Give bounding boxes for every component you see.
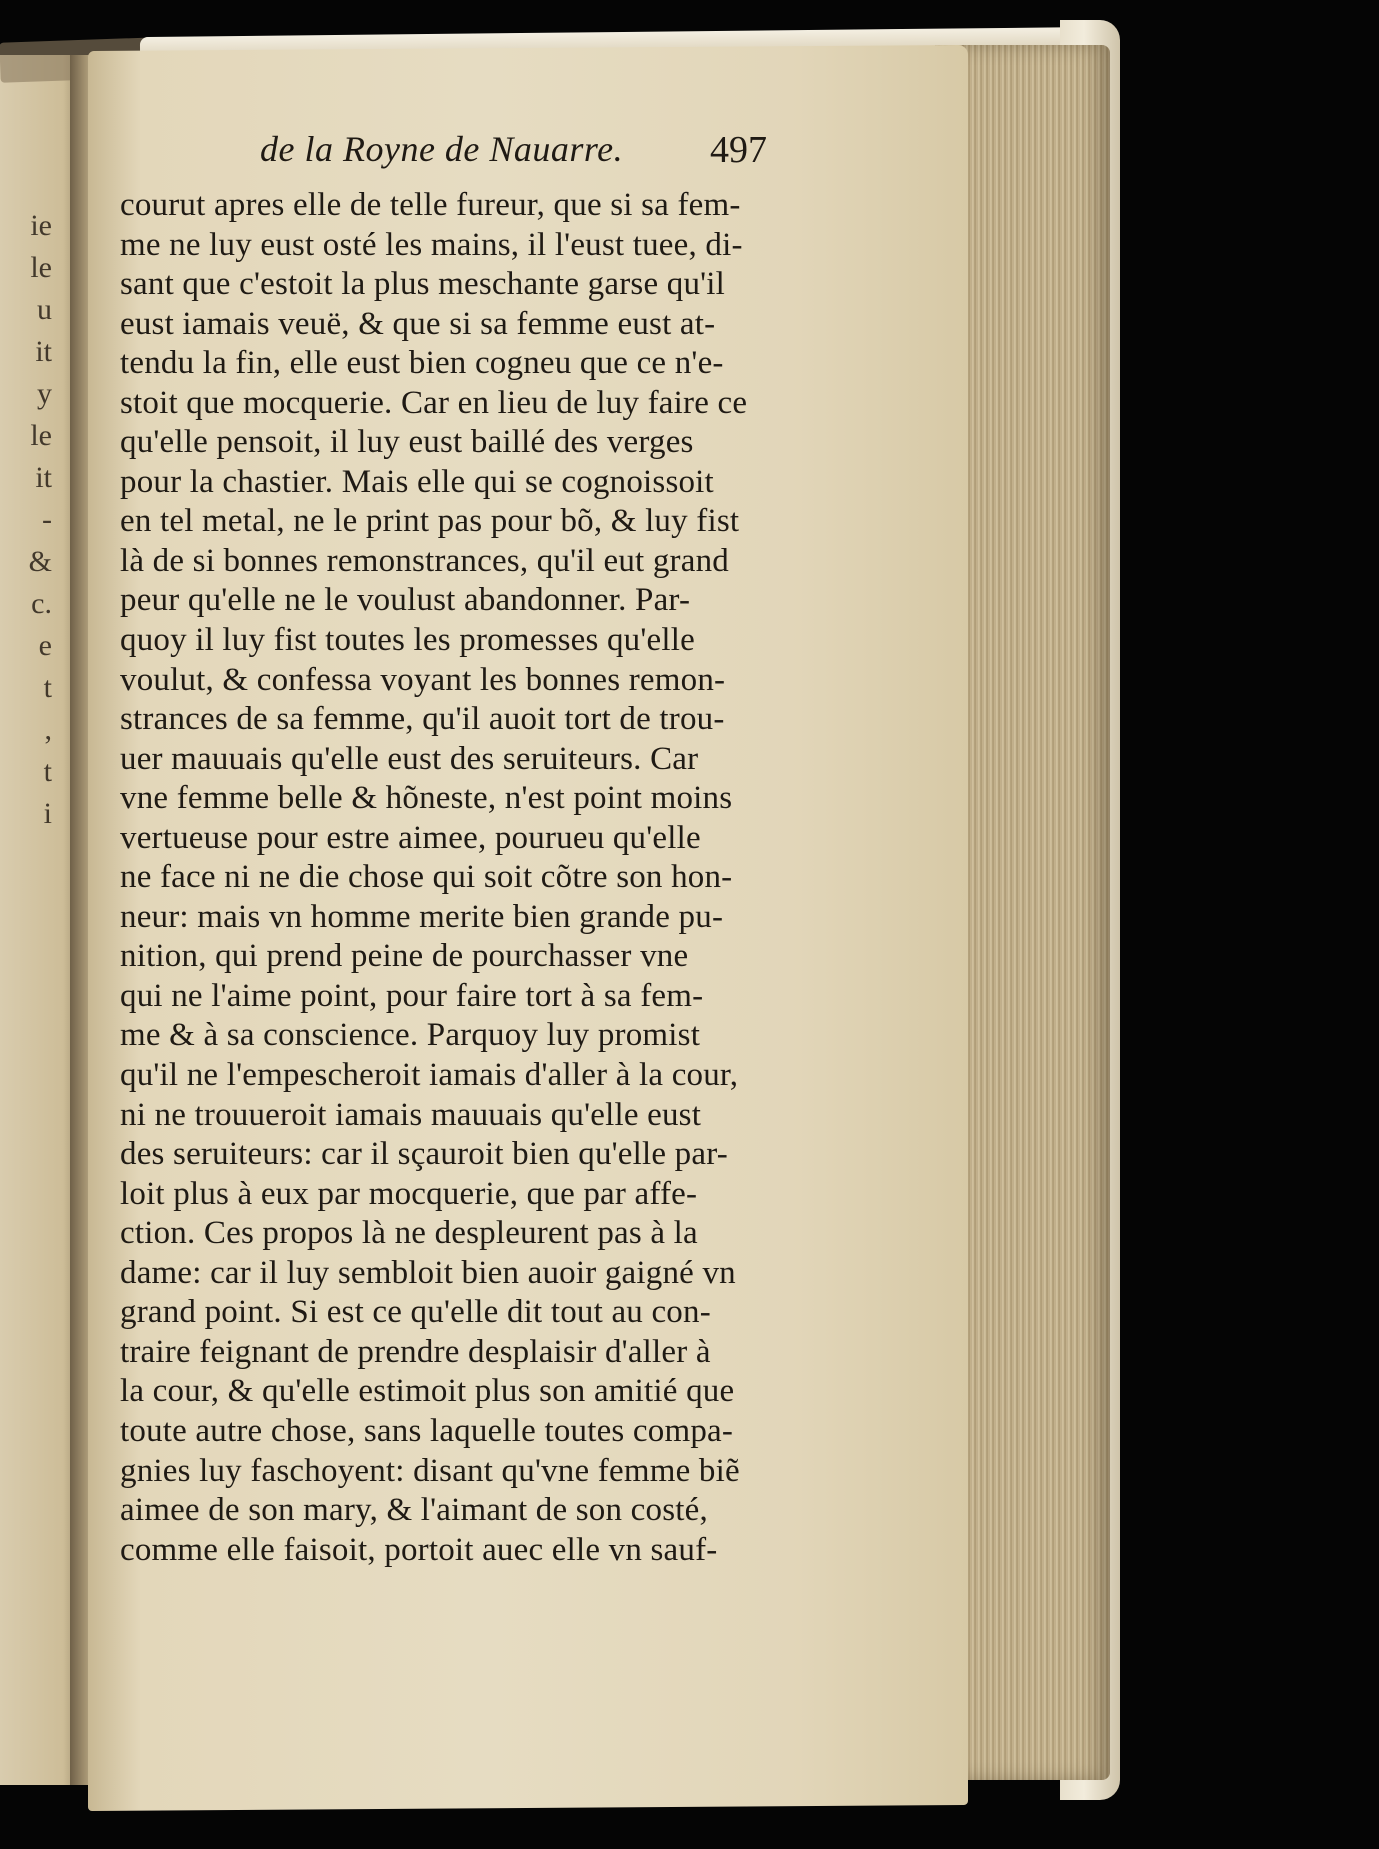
- page-text-block: [120, 120, 810, 1570]
- text-line: dame: car il luy sembloit bien auoir gaigné vn: [120, 1254, 736, 1291]
- text-line: ction. Ces propos là ne despleurent pas à la: [120, 1215, 698, 1252]
- text-line: eust iamais veuë, & que si sa femme eust at-: [120, 305, 716, 342]
- text-line: peur qu'elle ne le voulust abandonner. Par-: [120, 582, 691, 619]
- text-line: me ne luy eust osté les mains, il l'eust tuee, di-: [120, 226, 743, 263]
- text-line: tendu la fin, elle eust bien cogneu que ce n'e-: [120, 345, 724, 382]
- left-fragment: it: [35, 335, 52, 368]
- text-line: uer mauuais qu'elle eust des seruiteurs. Car: [120, 740, 699, 777]
- text-line: la cour, & qu'elle estimoit plus son amitié que: [120, 1373, 735, 1410]
- text-line: pour la chastier. Mais elle qui se cognoissoit: [120, 463, 714, 500]
- text-line: ni ne trouueroit iamais mauuais qu'elle eust: [120, 1096, 702, 1133]
- text-line: strances de sa femme, qu'il auoit tort de trou-: [120, 701, 725, 738]
- page-number: 497: [710, 129, 767, 171]
- text-line: nition, qui prend peine de pourchasser vne: [120, 938, 689, 975]
- text-line: voulut, & confessa voyant les bonnes remon-: [120, 661, 726, 698]
- text-line: vne femme belle & hõneste, n'est point moins: [120, 780, 733, 817]
- text-line: là de si bonnes remonstrances, qu'il eut grand: [120, 542, 729, 579]
- text-line: me & à sa conscience. Parquoy luy promist: [120, 1017, 701, 1054]
- left-page-text-fragments: [12, 205, 52, 835]
- text-line: gnies luy faschoyent: disant qu'vne femme biẽ: [120, 1452, 740, 1489]
- left-fragment: t: [43, 671, 52, 704]
- text-line: des seruiteurs: car il sçauroit bien qu'elle par-: [120, 1136, 728, 1173]
- left-fragment: le: [30, 251, 52, 284]
- text-line: grand point. Si est ce qu'elle dit tout au con-: [120, 1294, 711, 1331]
- left-fragment: -: [42, 503, 52, 536]
- text-line: loit plus à eux par mocquerie, que par affe-: [120, 1175, 698, 1212]
- text-lines: [120, 186, 810, 1570]
- text-line: qu'il ne l'empescheroit iamais d'aller à la cour,: [120, 1057, 739, 1094]
- text-line: courut apres elle de telle fureur, que si sa fem-: [120, 187, 741, 223]
- left-fragment: &: [28, 545, 52, 578]
- text-line: ne face ni ne die chose qui soit cõtre son hon-: [120, 859, 733, 896]
- text-line: qui ne l'aime point, pour faire tort à sa fem-: [120, 977, 704, 1014]
- text-line: en tel metal, ne le print pas pour bõ, & luy fist: [120, 503, 740, 540]
- text-line: vertueuse pour estre aimee, pourueu qu'elle: [120, 819, 701, 856]
- running-head: [120, 120, 810, 186]
- text-line: quoy il luy fist toutes les promesses qu'elle: [120, 622, 695, 659]
- left-fragment: u: [37, 293, 52, 326]
- text-line: neur: mais vn homme merite bien grande pu-: [120, 898, 724, 935]
- text-line: traire feignant de prendre desplaisir d'aller à: [120, 1333, 711, 1370]
- left-fragment: ie: [30, 209, 52, 242]
- left-fragment: le: [30, 419, 52, 452]
- text-line: aimee de son mary, & l'aimant de son costé,: [120, 1492, 708, 1529]
- left-fragment: y: [37, 377, 52, 410]
- running-title: de la Royne de Nauarre.: [260, 129, 624, 169]
- text-line: sant que c'estoit la plus meschante garse qu'il: [120, 266, 726, 303]
- left-fragment: e: [38, 629, 52, 662]
- text-line: qu'elle pensoit, il luy eust baillé des verges: [120, 424, 694, 461]
- text-line: comme elle faisoit, portoit auec elle vn sauf-: [120, 1531, 718, 1568]
- text-line: stoit que mocquerie. Car en lieu de luy faire ce: [120, 384, 748, 421]
- left-fragment: it: [35, 461, 52, 494]
- left-fragment: ,: [44, 713, 52, 746]
- text-line: toute autre chose, sans laquelle toutes compa-: [120, 1412, 734, 1449]
- left-fragment: c.: [31, 587, 52, 620]
- left-fragment: i: [43, 797, 52, 830]
- left-fragment: t: [43, 755, 52, 788]
